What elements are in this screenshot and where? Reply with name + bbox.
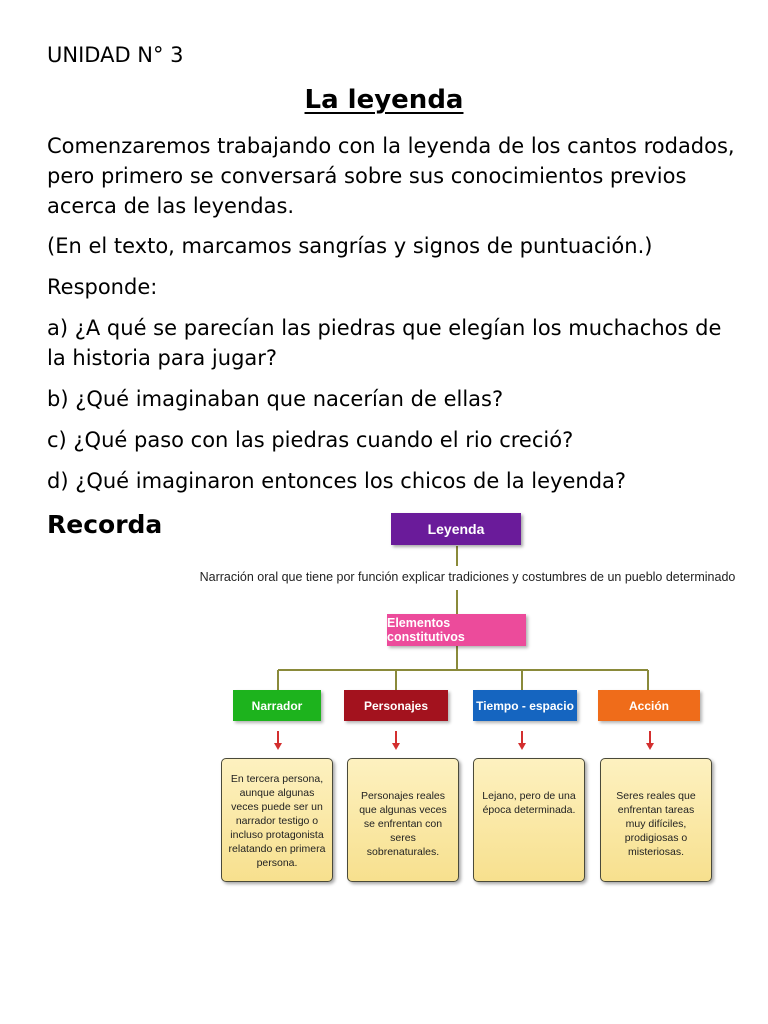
category-personajes: Personajes (344, 690, 448, 721)
arrow-narrador (274, 731, 282, 750)
arrow-personajes (392, 731, 400, 750)
page-title-text: La leyenda (304, 85, 464, 115)
concept-map-elements-box: Elementos constitutivos (387, 614, 526, 646)
question-c: c) ¿Qué paso con las piedras cuando el rio creció? (47, 428, 574, 452)
respond-label: Responde: (47, 275, 158, 299)
category-accion: Acción (598, 690, 700, 721)
card-tiempo-espacio: Lejano, pero de una época determinada. (473, 758, 585, 882)
recorda-heading: Recorda (47, 510, 163, 539)
question-b: b) ¿Qué imaginaban que nacerían de ellas? (47, 387, 504, 411)
arrow-accion (646, 731, 654, 750)
category-tiempo-espacio: Tiempo - espacio (473, 690, 577, 721)
arrow-tiempo-espacio (518, 731, 526, 750)
concept-map-definition: Narración oral que tiene por función explicar tradiciones y costumbres de un pueblo determinado (199, 570, 736, 584)
unit-heading: UNIDAD N° 3 (47, 43, 184, 67)
category-narrador: Narrador (233, 690, 321, 721)
intro-paragraph: Comenzaremos trabajando con la leyenda de los cantos rodados, pero primero se conversará sobre sus conocimientos previos acerca de las leyendas. (47, 134, 735, 218)
card-personajes: Personajes reales que algunas veces se enfrentan con seres sobrenaturales. (347, 758, 459, 882)
card-narrador: En tercera persona, aunque algunas veces puede ser un narrador testigo o incluso protagonista relatando en primera persona. (221, 758, 333, 882)
note-paragraph: (En el texto, marcamos sangrías y signos de puntuación.) (47, 234, 653, 258)
question-d: d) ¿Qué imaginaron entonces los chicos de la leyenda? (47, 469, 627, 493)
question-a: a) ¿A qué se parecían las piedras que elegían los muchachos de la historia para jugar? (47, 316, 722, 370)
card-accion: Seres reales que enfrentan tareas muy difíciles, prodigiosas o misteriosas. (600, 758, 712, 882)
concept-map-leyenda-box: Leyenda (391, 513, 521, 545)
